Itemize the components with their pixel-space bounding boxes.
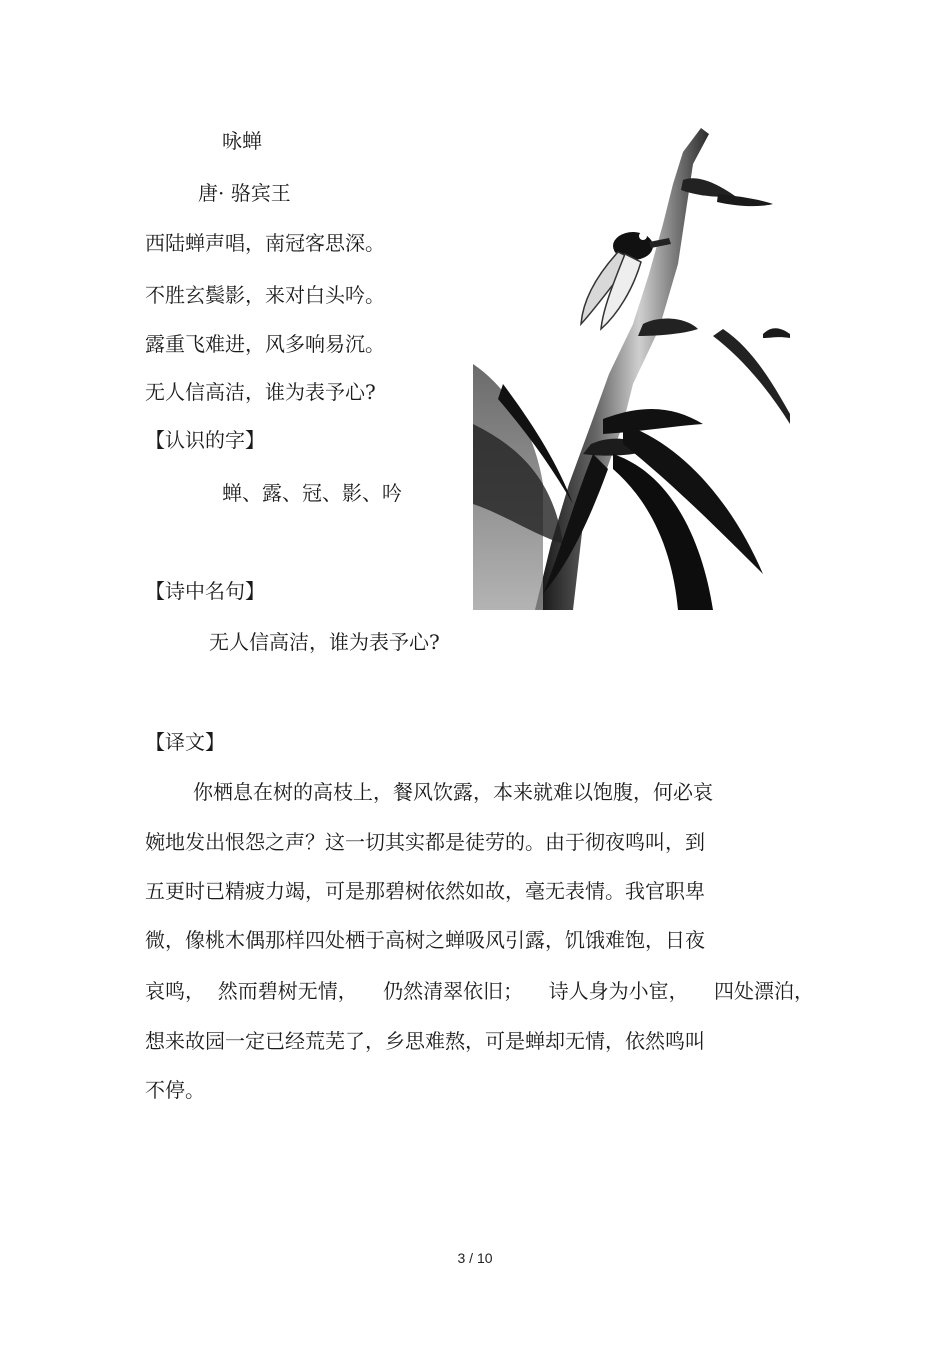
poem-line: 西陆蝉声唱，南冠客思深。 [145, 231, 385, 255]
translation-line: 你栖息在树的高枝上，餐风饮露，本来就难以饱腹，何必哀 [193, 780, 713, 804]
bamboo-leaf [717, 194, 773, 206]
translation-line: 五更时已精疲力竭，可是那碧树依然如故，毫无表情。我官职卑 [145, 879, 705, 903]
poem-line: 不胜玄鬓影，来对白头吟。 [145, 283, 385, 307]
ink-bamboo-cicada-painting [473, 124, 790, 610]
famous-line: 无人信高洁，谁为表予心? [209, 630, 440, 654]
poem-line: 露重飞难进，风多响易沉。 [145, 332, 385, 356]
poem-title: 咏蝉 [222, 129, 262, 153]
translation-heading: 【译文】 [145, 730, 225, 754]
poem-author: 唐· 骆宾王 [198, 181, 291, 205]
page-number: 3 / 10 [457, 1250, 493, 1266]
bamboo-node [681, 178, 735, 197]
bamboo-leaf [763, 328, 790, 338]
famous-line-heading: 【诗中名句】 [145, 579, 265, 603]
characters-list: 蝉、露、冠、影、吟 [222, 481, 402, 505]
translation-line: 婉地发出恨怨之声？这一切其实都是徒劳的。由于彻夜鸣叫，到 [145, 830, 705, 854]
translation-line: 不停。 [145, 1078, 205, 1102]
translation-line: 哀鸣， 然而碧树无情， 仍然清翠依旧； 诗人身为小宦， 四处漂泊， [145, 979, 815, 1003]
poem-line: 无人信高洁，谁为表予心? [145, 380, 376, 404]
bamboo-leaf [713, 329, 790, 424]
characters-heading: 【认识的字】 [145, 428, 265, 452]
translation-line: 想来故园一定已经荒芜了，乡思难熬，可是蝉却无情，依然鸣叫 [145, 1029, 705, 1053]
translation-line: 微，像桃木偶那样四处栖于高树之蝉吸风引露，饥饿难饱，日夜 [145, 928, 705, 952]
